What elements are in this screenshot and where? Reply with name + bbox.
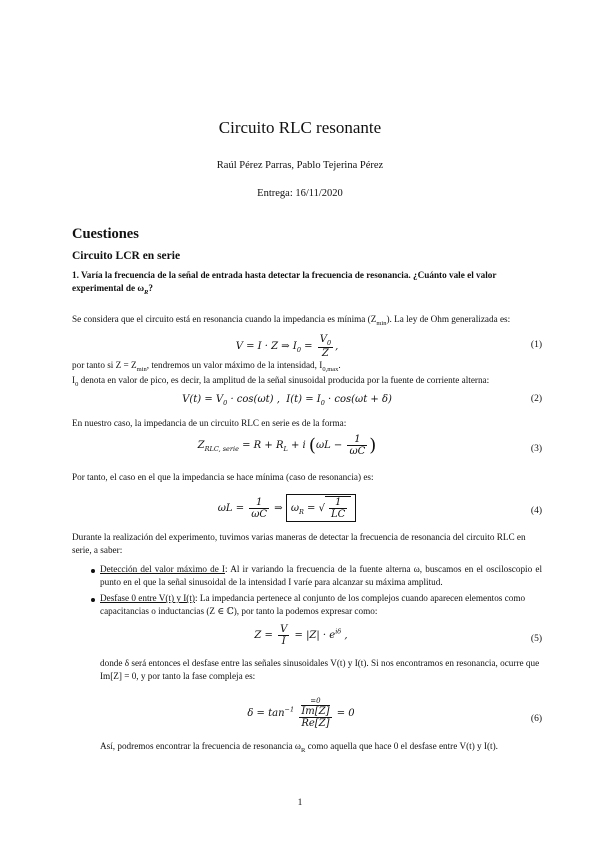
paragraph-detection-methods: Durante la realización del experimento, tuvimos varias maneras de detectar la frecuencia de resonancia del circuito RLC en serie, a saber: (72, 532, 526, 556)
paragraph-conclusion: Así, podremos encontrar la frecuencia de resonancia $\omega_R$ como aquella que hace 0 el desfase entre V(t) y I(t). (100, 741, 498, 754)
subsection-heading: Circuito LCR en serie (72, 250, 181, 262)
paragraph-minimum-impedance: Por tanto, el caso en el que la impedancia se hace mínima (caso de resonancia) es: (72, 472, 374, 482)
submission-date: Entrega: 16/11/2020 (257, 188, 343, 199)
bullet-max-intensity: Detección del valor máximo de I: Al ir variando la frecuencia de la fuente alterna ω, buscamos en el osciloscopio el punto en el que la señal sinusoidal de la intensidad I varíe para alcanzar su máxima amplitud. (100, 564, 542, 588)
resonance-frequency-formula: ωL = $\frac{1}{\omega C}$ ⇒ $\omega_R$ = √ $\frac{1}{LC}$ (72, 494, 502, 522)
paragraph-rlc-impedance: En nuestro caso, la impedancia de un circuito RLC en serie es de la forma: (72, 418, 347, 428)
complex-impedance-formula: Z = $\frac{V}{I}$ = $|Z| \cdot e^{i\delta}$ , (254, 624, 348, 647)
ohm-law-formula: V = I · Z ⇒ $I_0$ = $\frac{V_0}{Z}$ , (235, 334, 339, 360)
equation-number: (2) (530, 394, 542, 404)
bullet-marker (91, 598, 95, 602)
equation-3 (72, 434, 542, 464)
equation-number: (4) (530, 506, 542, 516)
equation-4 (72, 494, 542, 526)
paragraph-resonance: Se considera que el circuito está en resonancia cuando la impedancia es mínima $(Z_{min})$. La ley de Ohm generalizada es: (72, 314, 511, 327)
equation-5 (100, 624, 542, 654)
equation-number: (3) (530, 444, 542, 454)
phase-formula: $\delta = \tan^{-1}$ =0 Im[Z] Re[Z] = 0 (247, 697, 355, 729)
section-heading: Cuestiones (72, 226, 139, 242)
question-1: 1. Varía la frecuencia de la señal de entrada hasta detectar la frecuencia de resonancia. ¿Cuánto vale el valor experimental de $\omega_R$? (72, 270, 497, 296)
bullet-phase-shift: Desfase 0 entre V(t) y I(t): La impedancia pertenece al conjunto de los complejos cuando aparecen elementos como capacitancias o inductancias (Z ∈ ℂ), por tanto la podemos expresar como: (100, 593, 526, 617)
equation-2 (72, 394, 542, 418)
page-number: 1 (297, 798, 303, 808)
equation-number: (1) (530, 340, 542, 350)
bullet-marker (91, 569, 95, 573)
rlc-impedance-formula: $Z_{RLC, serie} = R + R_L + i$ (ωL − $\frac{1}{\omega C}$ ) (197, 434, 377, 457)
equation-number: (6) (530, 714, 542, 724)
boxed-result: $\omega_R$ = √ $\frac{1}{LC}$ (286, 494, 356, 522)
paper-title: Circuito RLC resonante (218, 118, 382, 137)
paragraph-phase-definition: donde δ será entonces el desfase entre las señales sinusoidales V(t) y I(t). Si nos encontramos en resonancia, ocurre que Im[Z] = 0, y por tanto la fase compleja es: (100, 658, 540, 682)
equation-1 (72, 334, 542, 358)
equation-6 (100, 694, 542, 736)
paragraph-max-intensity: por tanto si $Z = Z_{min}$, tendremos un valor máximo de la intensidad, $I_{0,max}$. $I_0$ denota en valor de pico, es decir, la amplitud de la señal sinusoidal producida por la fuente de corriente alterna: (72, 360, 490, 388)
sinusoidal-signals-formula: $V(t) = V_0 \cdot \cos(\omega t)$ , $I(t) = I_0 \cdot \cos(\omega t + \delta)$ (182, 394, 392, 407)
authors: Raúl Pérez Parras, Pablo Tejerina Pérez (216, 160, 384, 171)
equation-number: (5) (530, 634, 542, 644)
